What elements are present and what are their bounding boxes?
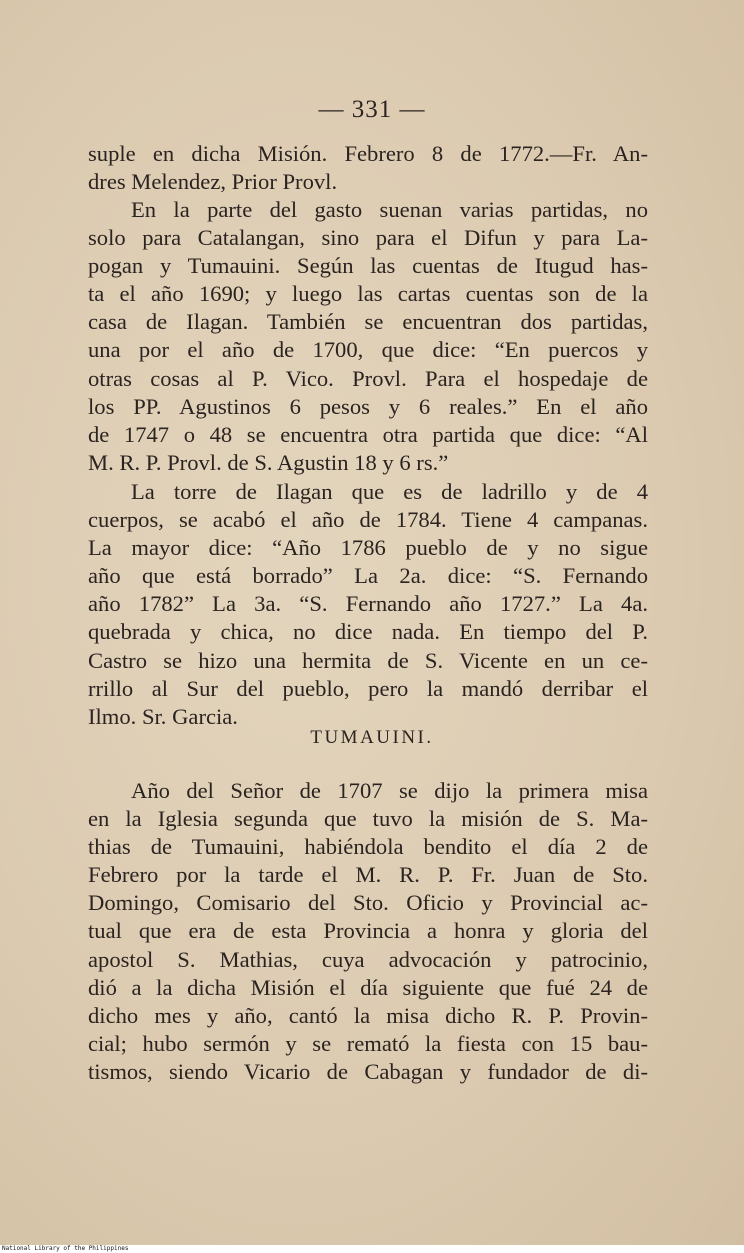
library-credit: National Library of the Philippines [2,1245,129,1252]
text-line: solo para Catalangan, sino para el Difun y para La- [88,225,648,251]
text-line: tual que era de esta Provincia a honra y gloria del [88,918,648,944]
text-line: cuerpos, se acabó el año de 1784. Tiene 4 campanas. [88,507,648,533]
text-line: En la parte del gasto suenan varias partidas, no [131,197,648,222]
text-line: Febrero por la tarde el M. R. P. Fr. Juan de Sto. [88,862,648,888]
text-line: La torre de Ilagan que es de ladrillo y de 4 [131,479,648,504]
text-line: quebrada y chica, no dice nada. En tiempo del P. [88,619,648,645]
paragraph-2 [88,196,648,477]
text-line: año que está borrado” La 2a. dice: “S. Fernando [88,563,648,589]
page-number-header: — 331 — [318,96,426,123]
section-heading: TUMAUINI. [310,727,434,748]
text-line: otras cosas al P. Vico. Provl. Para el hospedaje de [88,365,648,391]
text-line: de 1747 o 48 se encuentra otra partida que dice: “Al [88,421,648,447]
text-line: dicho mes y año, cantó la misa dicho R. P. Provin- [88,1002,648,1028]
paragraph-4 [88,777,648,1086]
text-line: Domingo, Comisario del Sto. Oficio y Provincial ac- [88,890,648,916]
text-line: año 1782” La 3a. “S. Fernando año 1727.” La 4a. [88,591,648,617]
text-line: ta el año 1690; y luego las cartas cuentas son de la [88,281,648,307]
text-line: rrillo al Sur del pueblo, pero la mandó derribar el [88,675,648,701]
paragraph-3 [88,478,648,731]
text-line: dió a la dicha Misión el día siguiente que fué 24 de [88,974,648,1000]
text-line: casa de Ilagan. También se encuentran dos partidas, [88,309,648,335]
paragraph-1 [88,140,648,196]
text-line: cial; hubo sermón y se remató la fiesta con 15 bau- [88,1030,648,1056]
text-line: La mayor dice: “Año 1786 pueblo de y no sigue [88,535,648,561]
text-line: suple en dicha Misión. Febrero 8 de 1772.—Fr. An- [88,141,648,166]
text-line: Castro se hizo una hermita de S. Vicente en un ce- [88,647,648,673]
text-line: dres Melendez, Prior Provl. [88,169,338,195]
text-line: Ilmo. Sr. Garcia. [88,703,238,729]
text-line: tismos, siendo Vicario de Cabagan y fundador de di- [88,1058,648,1084]
text-line: M. R. P. Provl. de S. Agustin 18 y 6 rs.” [88,449,449,475]
text-line: los PP. Agustinos 6 pesos y 6 reales.” En el año [88,393,648,419]
text-line: thias de Tumauini, habiéndola bendito el día 2 de [88,834,648,860]
text-line: en la Iglesia segunda que tuvo la misión de S. Ma- [88,806,648,832]
text-line: apostol S. Mathias, cuya advocación y patrocinio, [88,946,648,972]
text-line: Año del Señor de 1707 se dijo la primera misa [131,778,648,803]
text-line: pogan y Tumauini. Según las cuentas de Itugud has- [88,253,648,279]
text-line: una por el año de 1700, que dice: “En puercos y [88,337,648,363]
